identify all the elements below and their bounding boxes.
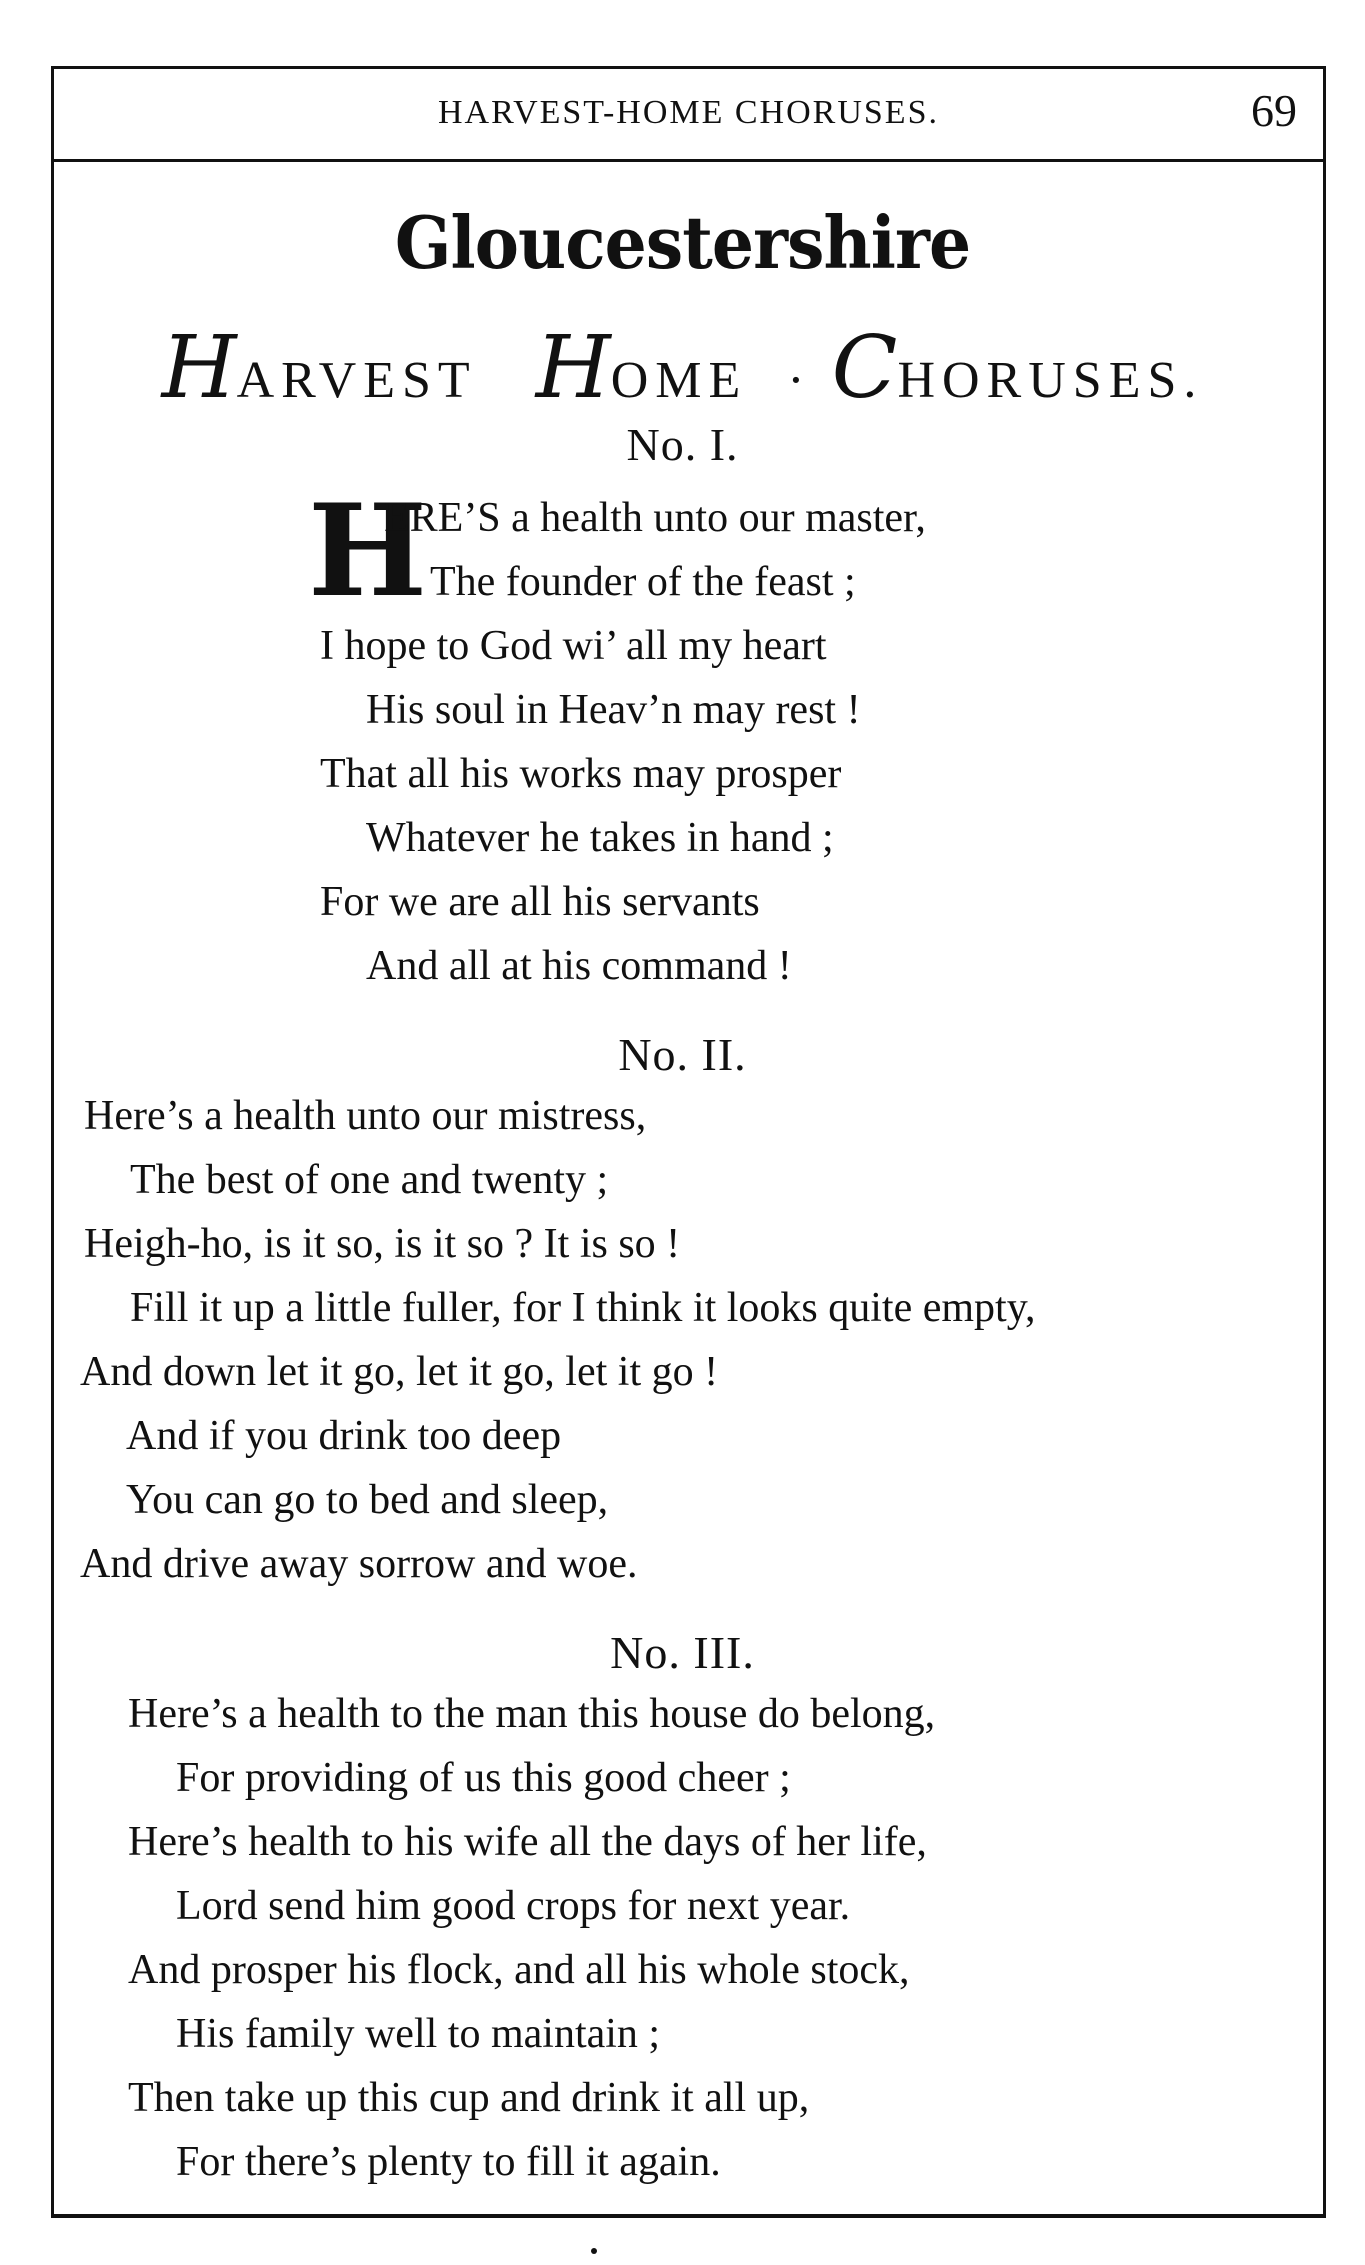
running-header xyxy=(54,70,1323,162)
song-2-line-6: And if you drink too deep xyxy=(126,1413,562,1459)
subtitle-cap-1: H xyxy=(161,318,237,418)
song-1-line-8: And all at his command ! xyxy=(366,943,792,989)
song-3-line-3: Here’s health to his wife all the days of her life, xyxy=(128,1819,927,1865)
song-1-line-1: ERE’S a health unto our master, xyxy=(384,495,926,541)
song-2-line-5: And down let it go, let it go, let it go ! xyxy=(80,1349,719,1395)
song-2-line-7: You can go to bed and sleep, xyxy=(126,1477,609,1523)
song-2-line-1: Here’s a health unto our mistress, xyxy=(84,1093,647,1139)
song-1-line-4: His soul in Heav’n may rest ! xyxy=(366,687,861,733)
subtitle-word-2: OME xyxy=(610,352,748,409)
song-3-line-7: Then take up this cup and drink it all up, xyxy=(128,2075,810,2121)
song-3-line-6: His family well to maintain ; xyxy=(176,2011,661,2057)
county-title: Gloucestershire xyxy=(394,200,971,285)
song-3-line-8: For there’s plenty to fill it again. xyxy=(176,2139,721,2185)
song-1-line-3: I hope to God wi’ all my heart xyxy=(320,623,827,669)
subtitle-cap-2: H xyxy=(535,318,611,418)
song-1-heading: No. I. xyxy=(626,419,739,470)
drop-cap: H xyxy=(308,477,428,625)
song-1-line-5: That all his works may prosper xyxy=(320,751,842,797)
subtitle-word-1: ARVEST xyxy=(236,352,476,409)
song-3-line-2: For providing of us this good cheer ; xyxy=(176,1755,791,1801)
song-3-line-1: Here’s a health to the man this house do belong, xyxy=(128,1691,936,1737)
song-3-line-4: Lord send him good crops for next year. xyxy=(176,1883,851,1929)
song-1-line-2: The founder of the feast ; xyxy=(430,559,856,605)
song-3-heading: No. III. xyxy=(610,1627,755,1678)
subtitle-cap-3: C xyxy=(831,318,898,418)
subtitle: HARVEST HOME · CHORUSES. xyxy=(161,318,1204,418)
song-2-heading: No. II. xyxy=(618,1029,747,1080)
song-1-line-7: For we are all his servants xyxy=(320,879,760,925)
song-2-line-3: Heigh-ho, is it so, is it so ? It is so ! xyxy=(84,1221,681,1267)
song-1-line-6: Whatever he takes in hand ; xyxy=(366,815,834,861)
running-title: HARVEST-HOME CHORUSES. xyxy=(438,94,939,131)
song-2-line-2: The best of one and twenty ; xyxy=(130,1157,609,1203)
page-number: 69 xyxy=(1251,85,1297,136)
song-2-line-4: Fill it up a little fuller, for I think it looks quite empty, xyxy=(130,1285,1036,1331)
song-3-line-5: And prosper his flock, and all his whole stock, xyxy=(128,1947,910,1993)
song-2-line-8: And drive away sorrow and woe. xyxy=(80,1541,638,1587)
stray-mark xyxy=(591,2248,597,2254)
subtitle-word-3: HORUSES. xyxy=(897,352,1204,409)
